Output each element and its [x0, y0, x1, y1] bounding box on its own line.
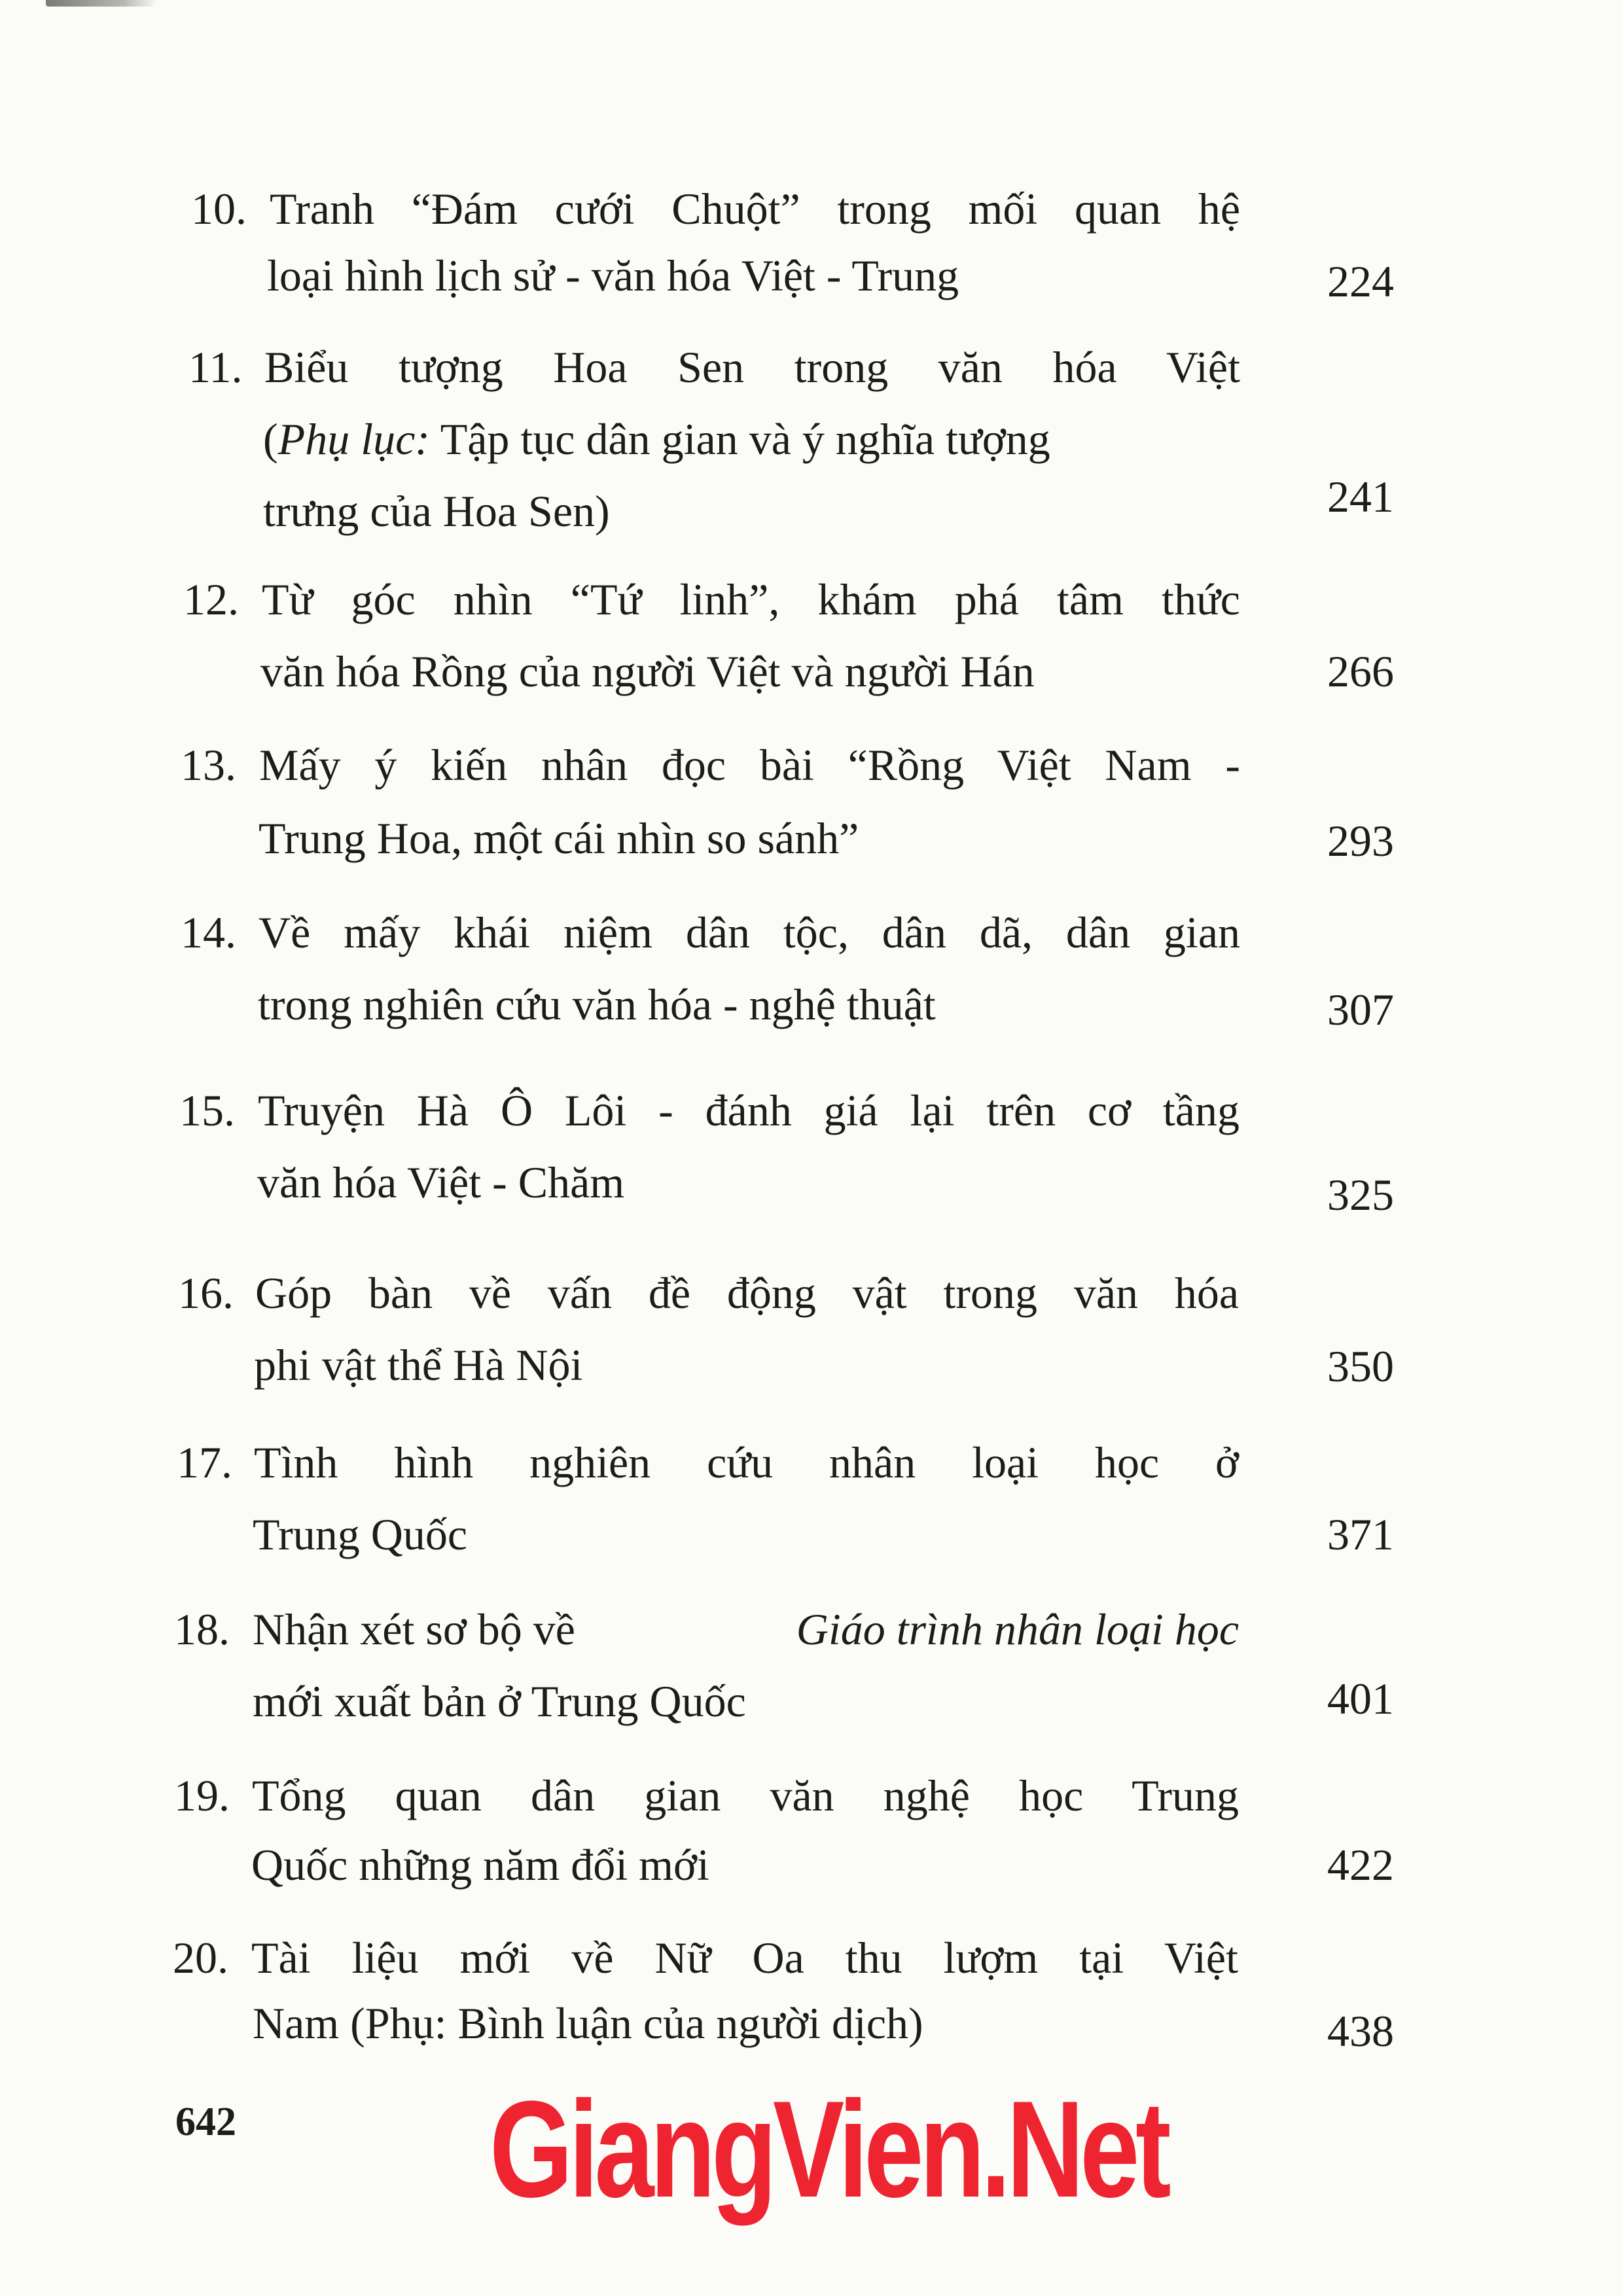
watermark-logo: GiangVien.Net — [490, 2072, 1168, 2226]
toc-entry-number: 15. — [179, 1086, 235, 1135]
toc-entry-number: 16. — [178, 1268, 234, 1318]
toc-entry-line: loại hình lịch sử - văn hóa Việt - Trung — [267, 251, 959, 300]
toc-entry-line: Biểu tượng Hoa Sen trong văn hóa Việt — [264, 342, 1240, 392]
toc-entry-number: 17. — [177, 1438, 232, 1487]
toc-entry-line-part: Nhận xét sơ bộ về — [253, 1604, 586, 1654]
toc-entry-page: 438 — [1327, 2006, 1394, 2056]
toc-entry-number: 20. — [173, 1933, 228, 1983]
toc-entry-line: Về mấy khái niệm dân tộc, dân dã, dân gian — [259, 908, 1240, 957]
toc-entry-line: Góp bàn về vấn đề động vật trong văn hóa — [255, 1268, 1239, 1318]
toc-entry-line — [263, 404, 1238, 474]
toc-entry-line-italic: Phụ lục: — [277, 414, 430, 464]
toc-entry-line: Quốc những năm đổi mới — [251, 1840, 709, 1890]
toc-entry-line: Tổng quan dân gian văn nghệ học Trung — [252, 1771, 1239, 1820]
toc-entry-line-italic: Giáo trình nhân loại học — [796, 1604, 1239, 1654]
toc-entry-number: 11. — [188, 342, 243, 392]
toc-entry-line: Tranh “Đám cưới Chuột” trong mối quan hệ — [270, 184, 1240, 234]
toc-entry-line: văn hóa Việt - Chăm — [257, 1157, 625, 1207]
toc-entry-line — [253, 1594, 1239, 1665]
toc-entry-number: 14. — [181, 908, 236, 957]
toc-entry-number: 12. — [183, 574, 239, 624]
toc-entry-line: Trung Hoa, một cái nhìn so sánh” — [259, 813, 859, 863]
toc-entry-number: 10. — [191, 184, 247, 234]
toc-entry-line: mới xuất bản ở Trung Quốc — [253, 1676, 746, 1726]
toc-entry-line: Trung Quốc — [253, 1510, 468, 1559]
toc-entry-line: Tình hình nghiên cứu nhân loại học ở — [254, 1438, 1239, 1487]
toc-entry-page: 401 — [1327, 1674, 1394, 1723]
toc-entry-line-part: Tập tục dân gian và ý nghĩa tượng — [429, 414, 1050, 464]
toc-entry-page: 224 — [1327, 256, 1394, 306]
page-number: 642 — [175, 2100, 236, 2144]
toc-entry-line: Mấy ý kiến nhân đọc bài “Rồng Việt Nam - — [259, 740, 1240, 790]
toc-entry-line: văn hóa Rồng của người Việt và người Hán — [260, 646, 1035, 696]
toc-entry-page: 422 — [1327, 1840, 1394, 1890]
toc-entry-page: 371 — [1327, 1510, 1394, 1559]
toc-entry-line: Từ góc nhìn “Tứ linh”, khám phá tâm thức — [262, 574, 1240, 624]
toc-entry-page: 325 — [1327, 1170, 1394, 1220]
toc-entry-line: Truyện Hà Ô Lôi - đánh giá lại trên cơ tầng — [258, 1086, 1240, 1135]
toc-entry-line: trong nghiên cứu văn hóa - nghệ thuật — [258, 980, 936, 1029]
toc-entry-number: 19. — [174, 1771, 230, 1820]
toc-entry-page: 266 — [1327, 646, 1394, 696]
toc-entry-page: 241 — [1327, 472, 1394, 521]
toc-entry-line: phi vật thể Hà Nội — [254, 1340, 583, 1390]
toc-entry-number: 13. — [181, 740, 236, 790]
toc-entry-number: 18. — [174, 1604, 230, 1654]
toc-entry-line: Nam (Phụ: Bình luận của người dịch) — [253, 1998, 923, 2048]
toc-entry-page: 293 — [1327, 816, 1394, 866]
toc-entry-line-part: ( — [263, 414, 278, 464]
toc-entry-line: trưng của Hoa Sen) — [263, 486, 610, 536]
toc-entry-line: Tài liệu mới về Nữ Oa thu lượm tại Việt — [251, 1933, 1238, 1983]
toc-entry-page: 350 — [1327, 1341, 1394, 1391]
toc-entry-page: 307 — [1327, 985, 1394, 1034]
